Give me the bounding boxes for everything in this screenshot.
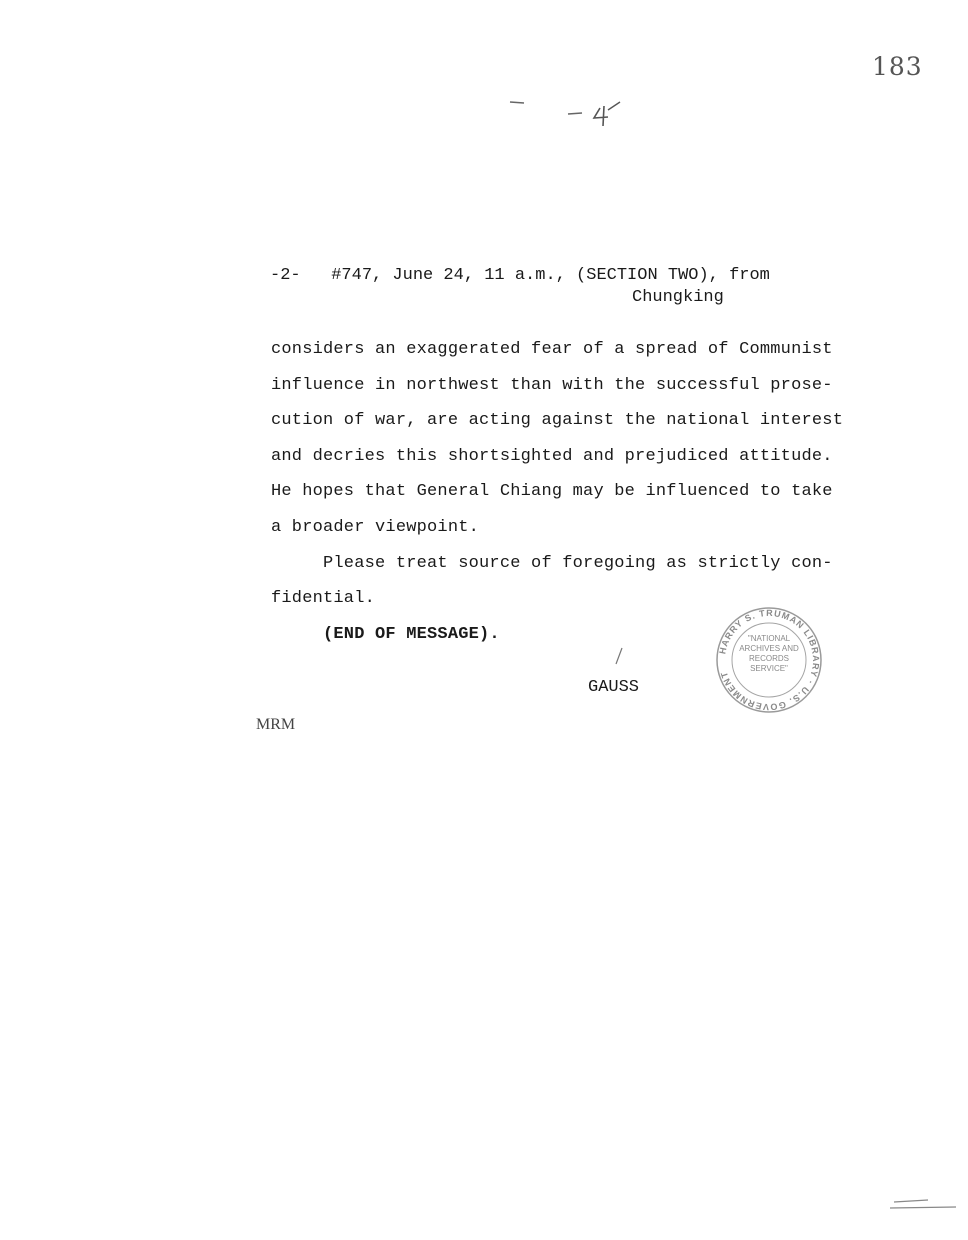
message-origin-city: Chungking xyxy=(632,288,724,307)
body-line: cution of war, are acting against the national interest xyxy=(271,411,844,430)
stamp-line: RECORDS xyxy=(748,654,789,663)
page-number: 183 xyxy=(872,52,923,81)
body-line: influence in northwest than with the successful prose- xyxy=(271,376,833,395)
pencil-tick xyxy=(610,646,630,666)
typist-initials: MRM xyxy=(256,716,296,733)
pencil-mark xyxy=(508,92,628,132)
body-line: and decries this shortsighted and prejudiced attitude. xyxy=(271,447,833,466)
body-line: Please treat source of foregoing as strictly con- xyxy=(271,554,833,573)
stamp-line: SERVICE" xyxy=(750,664,788,673)
stamp-line: "NATIONAL xyxy=(747,634,791,643)
body-line: considers an exaggerated fear of a spread of Communist xyxy=(271,340,833,359)
body-line: He hopes that General Chiang may be influenced to take xyxy=(271,482,833,501)
signature: GAUSS xyxy=(588,678,640,697)
archive-stamp-text xyxy=(724,634,814,674)
stamp-line: ARCHIVES AND xyxy=(739,644,799,653)
message-header: -2- #747, June 24, 11 a.m., (SECTION TWO), from xyxy=(270,266,770,285)
edge-marks xyxy=(890,1196,960,1216)
stamp-ring-text: HARRY S. TRUMAN LIBRARY · U.S. GOVERNMENT xyxy=(717,607,822,713)
body-line: a broader viewpoint. xyxy=(271,518,480,537)
body-line: fidential. xyxy=(271,589,376,608)
end-of-message: (END OF MESSAGE). xyxy=(271,625,500,644)
